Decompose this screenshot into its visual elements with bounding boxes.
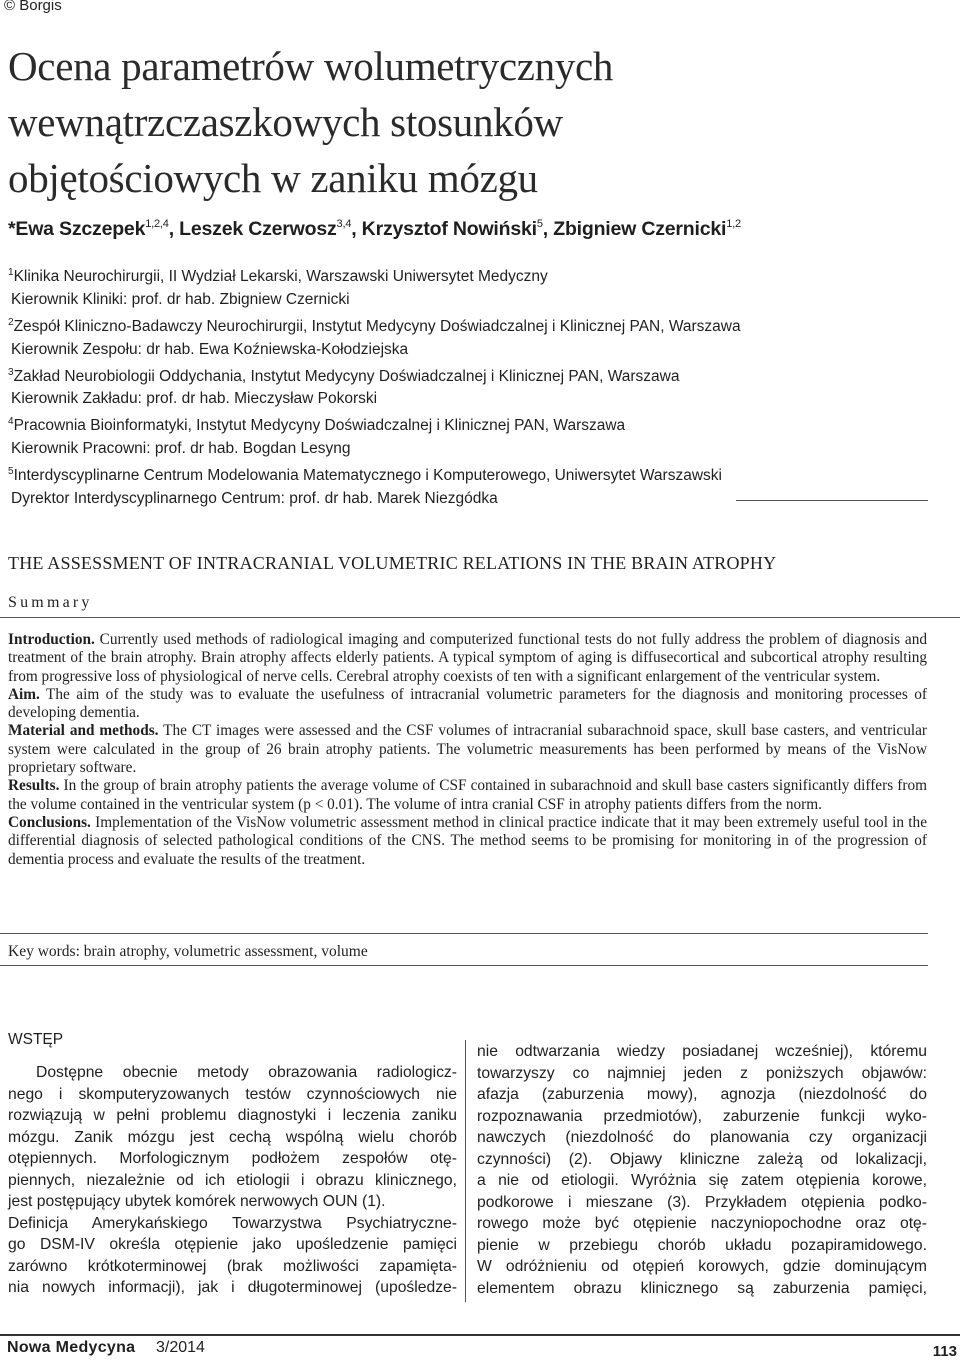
body-line: afazja (zaburzenia mowy), agnozja (niezdolność do	[477, 1086, 927, 1103]
body-line: a nie od etiologii. Wyróżnia się zatem otępienia korowe,	[477, 1172, 927, 1189]
abstract-paragraph	[8, 777, 927, 814]
body-line: pienie w przebiegu chorób układu pozapiramidowego.	[477, 1236, 927, 1254]
keywords-divider	[0, 933, 928, 934]
summary-divider	[0, 617, 960, 618]
abstract	[8, 631, 927, 869]
affiliation-number: 4	[8, 416, 14, 428]
author-affiliation-ref: 1,2	[726, 217, 741, 230]
journal-issue: 3/2014	[156, 1339, 205, 1356]
section-heading: WSTĘP	[8, 1031, 64, 1048]
author-name: , Leszek Czerwosz	[168, 218, 337, 240]
body-line: jest postępujący ubytek komórek nerwowych OUN (1).	[8, 1193, 386, 1210]
body-line: rozwiązują w pełni problemu diagnostyki i leczenia zaniku	[8, 1107, 457, 1124]
article-title	[8, 38, 948, 206]
body-line: W odróżnieniu od otępień korowych, gdzie dominującym	[477, 1258, 927, 1275]
author-name: , Zbigniew Czernicki	[542, 218, 727, 240]
abstract-label: Results.	[8, 777, 60, 795]
affiliation-number: 5	[8, 466, 14, 477]
body-line: towarzyszy co najmniej jeden z poniższych objawów:	[477, 1064, 927, 1082]
title-line: objętościowych w zaniku mózgu	[8, 155, 538, 201]
affiliation-text: Interdyscyplinarne Centrum Modelowania Matematycznego i Komputerowego, Uniwersytet Warszawski	[13, 467, 722, 485]
summary-heading: Summary	[8, 594, 93, 611]
author-affiliation-ref: 1,2,4	[145, 217, 169, 230]
body-line: elementem obrazu klinicznego są zaburzenia pamięci,	[477, 1279, 927, 1297]
affiliation-text: Kierownik Kliniki: prof. dr hab. Zbigniew Czernicki	[11, 290, 350, 308]
body-line: zarówno krótkoterminowej (brak możliwości zapamięta-	[8, 1257, 457, 1275]
body-line: otępiennych. Morfologicznym podłożem zespołów otę-	[8, 1150, 457, 1167]
column-divider	[465, 1040, 466, 1302]
affiliation-line	[8, 461, 948, 488]
abstract-text: The aim of the study was to evaluate the usefulness of intracranial volumetric parameters for the diagnosis and monitoring processes of developing dementia.	[8, 685, 927, 722]
author-affiliation-ref: 3,4	[336, 217, 352, 230]
copyright-notice: © Borgis	[4, 0, 62, 14]
abstract-paragraph	[8, 686, 927, 723]
body-line: Dostępne obecnie metody obrazowania radiologicz-	[36, 1064, 457, 1081]
affiliation-line	[8, 262, 948, 289]
body-line: czynności) (2). Objawy kliniczne zależą od lokalizacji,	[477, 1150, 927, 1168]
affiliation-text: Dyrektor Interdyscyplinarnego Centrum: prof. dr hab. Marek Niezgódka	[11, 489, 498, 507]
abstract-paragraph	[8, 631, 927, 686]
abstract-text: Currently used methods of radiological imaging and computerized functional tests do not fully address the problem of diagnosis and treatment of the brain atrophy. Brain atrophy affects elderly patients. A typical symptom of aging is diffusecortical and subcortical atrophy resulting from progressive loss of physiological of nerve cells. Cerebral atrophy coexists of ten with a significant enlargement of the ventricular system.	[8, 631, 927, 685]
affiliation-line	[8, 362, 948, 389]
body-line: podkorowe i mieszane (3). Przykładem otępienia podko-	[477, 1193, 927, 1211]
journal-name: Nowa Medycyna	[7, 1339, 136, 1356]
author-name: , Krzysztof Nowiński	[351, 218, 537, 240]
affiliation-number: 2	[8, 316, 14, 328]
abstract-text: The CT images were assessed and the CSF volumes of intracranial subarachnoid space, skull base casters, and ventricular system were calculated in the group of 26 brain atrophy patients. The volumetric measurements has been performed by means of the VisNow proprietary software.	[8, 722, 927, 777]
affiliation-number: 3	[8, 366, 14, 378]
affiliation-number: 1	[8, 267, 14, 278]
affiliation-line	[8, 312, 948, 339]
affiliation-text: Kierownik Zespołu: dr hab. Ewa Koźniewska-Kołodziejska	[11, 340, 409, 358]
body-line: rowego może być otępienie naczyniopochodne oraz otę-	[477, 1215, 927, 1232]
body-column-right	[477, 1041, 927, 1299]
affiliation-line	[8, 411, 948, 438]
affiliation-text: Klinika Neurochirurgii, II Wydział Lekarski, Warszawski Uniwersytet Medyczny	[13, 268, 548, 286]
author-name: *Ewa Szczepek	[8, 218, 146, 240]
affiliation-text: Zespół Kliniczno-Badawczy Neurochirurgii, Instytut Medycyny Doświadczalnej i Klinicznej PAN, Warszawa	[13, 317, 741, 335]
body-line: piennych, niezależnie od ich etiologii i obrazu klinicznego,	[8, 1171, 457, 1189]
abstract-label: Conclusions.	[8, 813, 91, 831]
body-line: mózgu. Zanik mózgu jest cechą wspólną wielu chorób	[8, 1128, 457, 1146]
abstract-paragraph	[8, 814, 927, 869]
title-line: wewnątrzczaszkowych stosunków	[8, 99, 563, 145]
abstract-label: Introduction.	[8, 631, 95, 648]
affiliation-line	[8, 388, 948, 411]
affiliations	[8, 262, 948, 511]
abstract-label: Aim.	[8, 685, 40, 703]
affiliation-text: Kierownik Pracowni: prof. dr hab. Bogdan Lesyng	[11, 440, 351, 458]
abstract-text: In the group of brain atrophy patients the average volume of CSF contained in subarachnoid and skull base casters significantly differs from the volume contained in the ventricular system (p < 0.01). The volume of intra cranial CSF in atrophy patients differs from the norm.	[8, 777, 927, 813]
body-line: rozpoznawania przedmiotów), zaburzenie funkcji wyko-	[477, 1107, 927, 1125]
affiliation-line	[8, 339, 948, 362]
english-title: THE ASSESSMENT OF INTRACRANIAL VOLUMETRIC RELATIONS IN THE BRAIN ATROPHY	[8, 553, 777, 573]
keywords-divider	[0, 965, 928, 966]
footer-divider	[0, 1334, 960, 1336]
short-divider	[736, 500, 928, 501]
body-line: nego i skomputeryzowanych testów czynnościowych nie	[8, 1085, 457, 1103]
page-number: 113	[932, 1343, 957, 1360]
author-affiliation-ref: 5	[536, 217, 543, 230]
affiliation-line	[8, 289, 948, 312]
affiliation-text: Kierownik Zakładu: prof. dr hab. Mieczysław Pokorski	[11, 390, 378, 408]
keywords: Key words: brain atrophy, volumetric assessment, volume	[8, 943, 368, 960]
title-line: Ocena parametrów wolumetrycznych	[8, 43, 614, 89]
body-line: nie odtwarzania wiedzy posiadanej wcześniej), któremu	[477, 1043, 927, 1060]
author-list	[8, 218, 741, 241]
body-line: go DSM-IV określa otępienie jako upośledzenie pamięci	[8, 1236, 457, 1253]
body-line: nawczych (niezdolność do planowania czy organizacji	[477, 1129, 927, 1146]
abstract-label: Material and methods.	[8, 722, 159, 740]
body-line: Definicja Amerykańskiego Towarzystwa Psychiatryczne-	[8, 1214, 457, 1232]
affiliation-line	[8, 438, 948, 461]
abstract-text: Implementation of the VisNow volumetric assessment method in clinical practice indicate that it may been extremely useful tool in the differential diagnosis of selected pathological conditions of the CNS. The method seems to be promising for monitoring in of the progression of dementia process and evaluate the results of the treatment.	[8, 813, 927, 868]
abstract-paragraph	[8, 722, 927, 777]
affiliation-text: Pracownia Bioinformatyki, Instytut Medycyny Doświadczalnej i Klinicznej PAN, Warszawa	[13, 417, 626, 435]
body-line: nia nowych informacji), jak i długoterminowej (upośledze-	[8, 1279, 457, 1296]
body-column-left	[8, 1062, 457, 1299]
affiliation-text: Zakład Neurobiologii Oddychania, Instytut Medycyny Doświadczalnej i Klinicznej PAN, Warszawa	[13, 367, 680, 385]
